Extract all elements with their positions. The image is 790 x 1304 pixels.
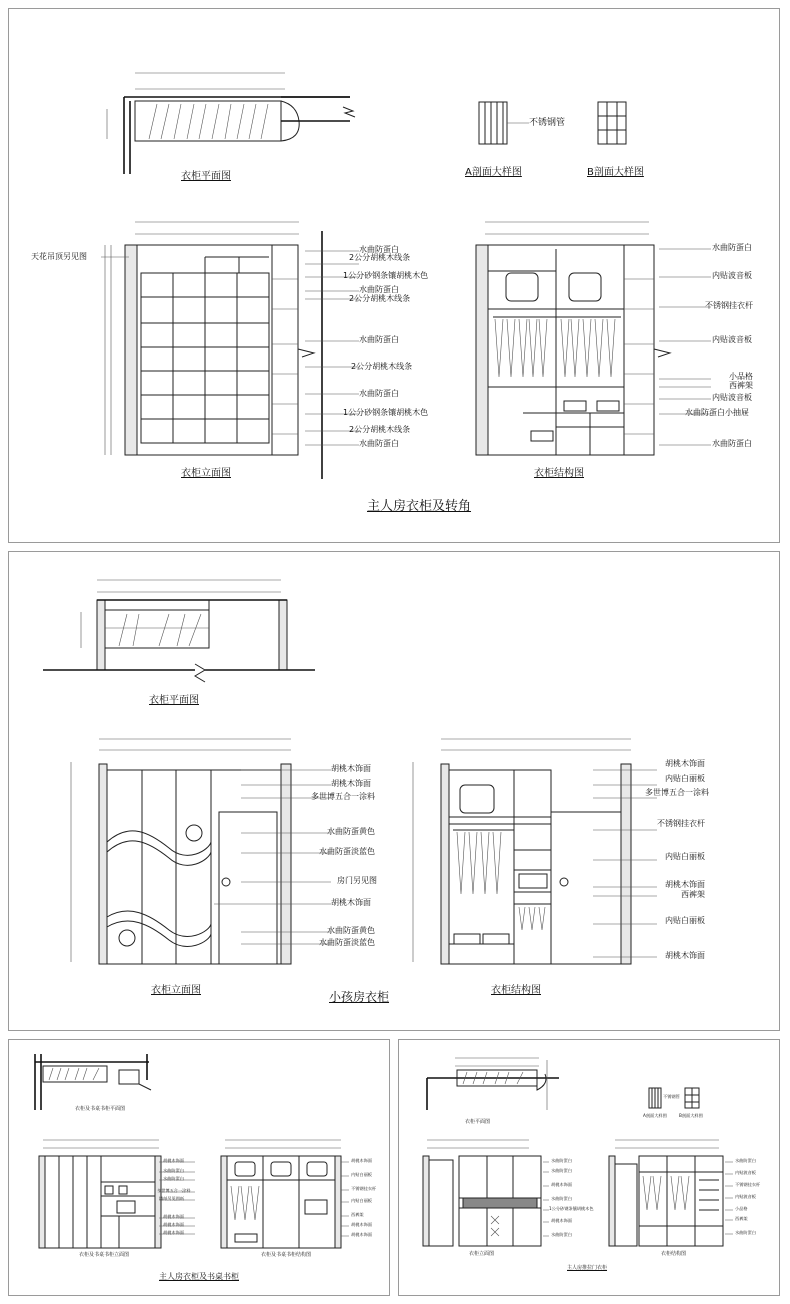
s1-elevation	[105, 222, 322, 479]
s4-elev-label: 胡桃木饰面	[551, 1182, 572, 1187]
s3-sheet-title: 主人房衣柜及书桌书柜	[159, 1272, 239, 1281]
s4-section-a-title: A剖面大样图	[643, 1113, 667, 1118]
s3-elev-label: 胡桃木饰面	[163, 1222, 184, 1227]
s3-elevation	[39, 1140, 161, 1248]
s4-plan-view	[427, 1058, 559, 1110]
s1-struct-label: 水曲防蛋白小抽屉	[685, 408, 749, 417]
s2-struct-label: 内贴白丽板	[665, 852, 705, 861]
s2-elev-label: 胡桃木饰面	[331, 898, 371, 907]
s1-plan-title: 衣柜平面图	[181, 171, 231, 182]
s2-struct-title: 衣柜结构图	[491, 985, 541, 996]
s4-sheet-title: 主人房推拉门衣柜	[567, 1265, 608, 1271]
s2-elev-label: 多世博五合一涂料	[311, 792, 375, 801]
s1-struct-label: 内贴波音板	[712, 271, 752, 280]
s4-elev-title: 衣柜立面图	[469, 1251, 495, 1257]
s4-struct-label: 水曲防蛋白	[735, 1230, 756, 1235]
s1-elev-label: 水曲防蛋白	[359, 389, 399, 398]
s2-struct-label: 胡桃木饰面	[665, 880, 705, 889]
s2-sheet-title: 小孩房衣柜	[329, 990, 390, 1004]
sheet4-drawing	[399, 1040, 781, 1297]
s3-elev-label: 胡桃木饰面	[163, 1230, 184, 1235]
s4-section-b-title: B剖面大样图	[679, 1113, 703, 1118]
s3-elev-label: 水曲防蛋白	[163, 1168, 184, 1173]
s4-struct-label: 不锈钢挂衣杆	[735, 1182, 761, 1187]
s2-plan-title: 衣柜平面图	[149, 695, 199, 706]
s1-elev-label: 1公分砂钢条镶胡桃木色	[343, 408, 429, 417]
s1-elev-left-note: 天花吊顶另见图	[31, 252, 87, 261]
s2-struct-label: 内贴白丽板	[665, 916, 705, 925]
s3-struct-label: 内贴白丽板	[351, 1172, 372, 1177]
s2-structure	[413, 739, 631, 964]
s2-struct-label: 多世博五合一涂料	[645, 788, 709, 797]
s2-elev-label: 房门另见图	[337, 876, 377, 885]
s2-elev-label: 水曲防蛋淡蓝色	[319, 847, 375, 856]
s3-plan-view	[35, 1054, 151, 1110]
s4-elev-label: 水曲防蛋白	[551, 1158, 572, 1163]
s3-elev-label: 水曲防蛋白	[163, 1176, 184, 1181]
s3-elev-label: 胡桃木饰面	[163, 1158, 184, 1163]
s1-section-b-title: B剖面大样图	[587, 167, 644, 178]
s1-elev-label: 2公分胡桃木线条	[349, 294, 411, 303]
s2-elev-label: 水曲防蛋淡蓝色	[319, 938, 375, 947]
s4-struct-label: 水曲防蛋白	[735, 1158, 756, 1163]
s1-sheet-title: 主人房衣柜及转角	[367, 499, 472, 514]
s2-struct-label: 不锈钢挂衣杆	[657, 819, 705, 828]
s3-struct-label: 胡桃木饰面	[351, 1158, 372, 1163]
s3-struct-label: 胡桃木饰面	[351, 1232, 372, 1237]
sheet3-drawing	[9, 1040, 391, 1297]
sheet-sliding-wardrobe	[398, 1039, 780, 1296]
s3-struct-label: 西裤架	[351, 1212, 364, 1217]
s3-plan-title: 衣柜及书桌书柜平面图	[75, 1106, 126, 1112]
s1-elev-label: 水曲防蛋白	[359, 439, 399, 448]
s1-struct-label: 西裤架	[729, 381, 753, 390]
s4-struct-title: 衣柜结构图	[661, 1251, 687, 1257]
s2-plan-view	[43, 580, 315, 682]
sheet-wardrobe-desk	[8, 1039, 390, 1296]
s1-elev-label: 2公分胡桃木线条	[349, 425, 411, 434]
s3-struct-label: 胡桃木饰面	[351, 1222, 372, 1227]
s2-elev-label: 胡桃木饰面	[331, 764, 371, 773]
s1-elev-label: 水曲防蛋白	[359, 335, 399, 344]
s2-elev-label: 胡桃木饰面	[331, 779, 371, 788]
s2-elev-title: 衣柜立面图	[151, 985, 201, 996]
s3-struct-label: 不锈钢挂衣杆	[351, 1186, 377, 1191]
s4-structure	[609, 1140, 723, 1246]
s2-struct-label: 胡桃木饰面	[665, 759, 705, 768]
s4-section-note: 不锈钢管	[663, 1094, 680, 1099]
s4-elev-label: 1公分砂钢条镶胡桃木色	[549, 1206, 594, 1211]
s1-struct-label: 水曲防蛋白	[712, 243, 752, 252]
s1-elev-label: 2公分胡桃木线条	[349, 253, 411, 262]
s4-struct-label: 内贴波音板	[735, 1170, 756, 1175]
s3-elev-label: 胡桃木饰面	[163, 1214, 184, 1219]
s4-elevation	[423, 1140, 541, 1246]
s1-struct-label: 不锈钢挂衣杆	[705, 301, 753, 310]
s2-struct-label: 胡桃木饰面	[665, 951, 705, 960]
s1-struct-label: 水曲防蛋白	[712, 439, 752, 448]
s1-elev-label: 水曲防蛋白	[359, 245, 399, 254]
s3-struct-title: 衣柜及书桌书柜结构图	[261, 1252, 312, 1258]
s1-struct-label: 内贴波音板	[712, 335, 752, 344]
sheet-master-wardrobe	[8, 8, 780, 543]
s3-structure	[221, 1140, 341, 1248]
sheet-kids-wardrobe	[8, 551, 780, 1031]
s3-struct-label: 内贴白丽板	[351, 1198, 372, 1203]
s1-elev-title: 衣柜立面图	[181, 468, 231, 479]
s4-elev-label: 水曲防蛋白	[551, 1168, 572, 1173]
s1-elev-label: 1公分砂钢条镶胡桃木色	[343, 271, 429, 280]
s2-struct-label: 内贴白丽板	[665, 774, 705, 783]
s4-struct-label: 小品格	[735, 1206, 748, 1211]
s1-structure	[476, 222, 670, 455]
s1-struct-label: 内贴波音板	[712, 393, 752, 402]
s4-elev-label: 水曲防蛋白	[551, 1196, 572, 1201]
s1-section-a	[479, 102, 529, 144]
s1-section-b	[598, 102, 626, 144]
s4-elev-label: 水曲防蛋白	[551, 1232, 572, 1237]
s2-struct-label: 西裤架	[681, 890, 705, 899]
s1-section-note: 不锈钢管	[529, 118, 566, 128]
s1-plan-view	[107, 73, 355, 174]
s1-struct-title: 衣柜结构图	[534, 468, 584, 479]
s4-struct-label: 内贴波音板	[735, 1194, 756, 1199]
s3-elev-title: 衣柜及书桌书柜立面图	[79, 1252, 130, 1258]
s2-elev-label: 水曲防蛋黄色	[327, 926, 375, 935]
s3-elev-label: 多世博五合一涂料	[157, 1188, 191, 1193]
s1-elev-label: 2公分胡桃木线条	[351, 362, 413, 371]
s4-plan-title: 衣柜平面图	[465, 1119, 491, 1125]
s2-elev-label: 水曲防蛋黄色	[327, 827, 375, 836]
s2-elevation	[71, 739, 291, 964]
s1-section-a-title: A剖面大样图	[465, 167, 522, 178]
s4-struct-label: 西裤架	[735, 1216, 748, 1221]
s4-elev-label: 胡桃木饰面	[551, 1218, 572, 1223]
s1-struct-label: 小品格	[729, 372, 753, 381]
s3-elev-label: 墙纸另见图纸	[159, 1196, 185, 1201]
s1-elev-label: 水曲防蛋白	[359, 285, 399, 294]
